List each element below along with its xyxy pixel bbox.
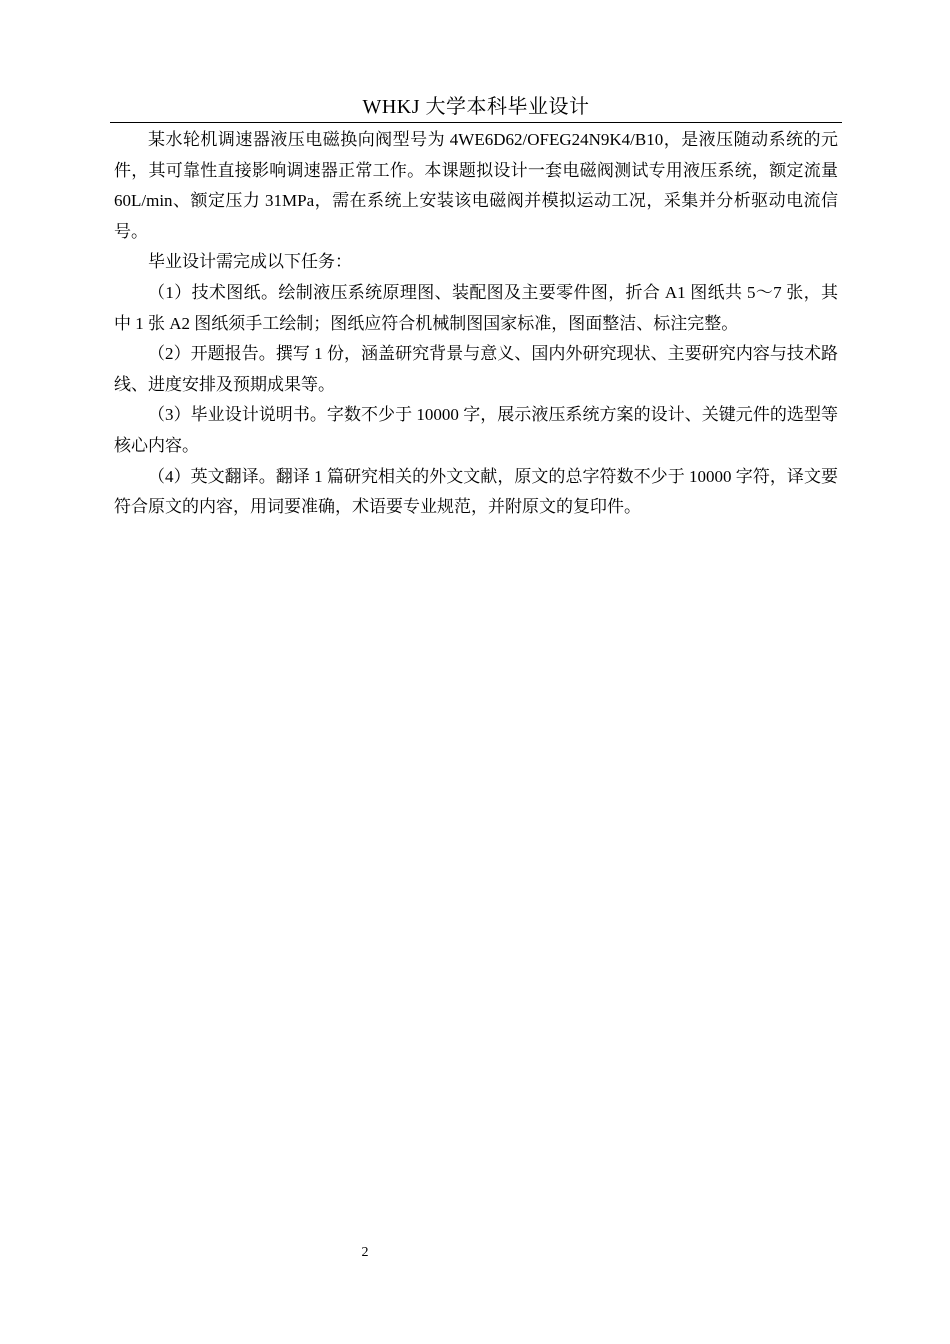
page-header-title: WHKJ 大学本科毕业设计: [362, 96, 590, 118]
paragraph-intro: 某水轮机调速器液压电磁换向阀型号为 4WE6D62/OFEG24N9K4/B10，是液压随动系统的元件，其可靠性直接影响调速器正常工作。本课题拟设计一套电磁阀测试专用液压系统，额定流量 60L/min、额定压力 31MPa，需在系统上安装该电磁阀并模拟运动工况，采集并分析驱动电流信号。: [114, 130, 838, 241]
paragraph-task-2: （2）开题报告。撰写 1 份，涵盖研究背景与意义、国内外研究现状、主要研究内容与技术路线、进度安排及预期成果等。: [114, 344, 838, 394]
body-text: [114, 125, 838, 523]
paragraph-task-3: （3）毕业设计说明书。字数不少于 10000 字，展示液压系统方案的设计、关键元件的选型等核心内容。: [114, 405, 838, 455]
page-number: 2: [361, 1245, 369, 1260]
paragraph-tasks-heading: 毕业设计需完成以下任务：: [148, 252, 352, 272]
header-rule: [110, 122, 842, 123]
paragraph-task-1: （1）技术图纸。绘制液压系统原理图、装配图及主要零件图，折合 A1 图纸共 5～7 张，其中 1 张 A2 图纸须手工绘制；图纸应符合机械制图国家标准，图面整洁、标注完整。: [114, 282, 838, 333]
paragraph-task-4: （4）英文翻译。翻译 1 篇研究相关的外文文献，原文的总字符数不少于 10000 字符，译文要符合原文的内容，用词要准确，术语要专业规范，并附原文的复印件。: [114, 466, 838, 517]
